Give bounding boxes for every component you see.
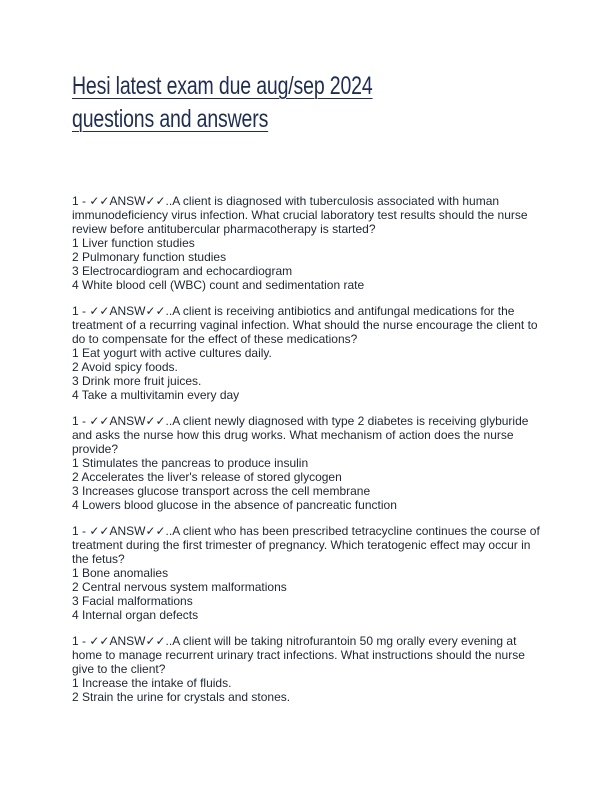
question-stem-line: provide? <box>72 442 119 456</box>
question-block <box>72 194 544 292</box>
answer-option: 4 Take a multivitamin every day <box>72 388 240 402</box>
document-title: Hesi latest exam due aug/sep 2024 questions and answers <box>72 72 373 133</box>
question-stem-line: home to manage recurrent urinary tract infections. What instructions should the nurse <box>72 648 525 662</box>
answer-option: 1 Liver function studies <box>72 236 195 250</box>
question-stem-line: immunodeficiency virus infection. What crucial laboratory test results should the nurse <box>72 208 528 222</box>
question-stem-line: give to the client? <box>72 662 166 676</box>
answer-option: 2 Avoid spicy foods. <box>72 360 178 374</box>
question-stem-line: the fetus? <box>72 552 125 566</box>
answer-option: 2 Strain the urine for crystals and stones. <box>72 690 291 704</box>
answer-option: 3 Drink more fruit juices. <box>72 374 202 388</box>
question-stem-line: review before antitubercular pharmacotherapy is started? <box>72 222 376 236</box>
question-stem-line: 1 - ✓✓ANSW✓✓..A client is receiving antibiotics and antifungal medications for the <box>72 304 515 318</box>
question-stem-line: 1 - ✓✓ANSW✓✓..A client newly diagnosed with type 2 diabetes is receiving glyburide <box>72 414 529 428</box>
answer-option: 3 Facial malformations <box>72 594 193 608</box>
question-list <box>72 194 544 716</box>
question-stem-line: 1 - ✓✓ANSW✓✓..A client is diagnosed with tuberculosis associated with human <box>72 194 500 208</box>
answer-option: 2 Central nervous system malformations <box>72 580 287 594</box>
question-stem-line: treatment during the first trimester of pregnancy. Which teratogenic effect may occur in <box>72 538 531 552</box>
answer-option: 1 Bone anomalies <box>72 566 169 580</box>
answer-option: 2 Pulmonary function studies <box>72 250 227 264</box>
answer-option: 4 White blood cell (WBC) count and sedimentation rate <box>72 278 365 292</box>
question-block <box>72 304 544 402</box>
answer-option: 3 Increases glucose transport across the cell membrane <box>72 484 371 498</box>
question-stem-line: 1 - ✓✓ANSW✓✓..A client will be taking nitrofurantoin 50 mg orally every evening at <box>72 634 517 648</box>
answer-option: 1 Eat yogurt with active cultures daily. <box>72 346 272 360</box>
question-block <box>72 414 544 512</box>
question-block <box>72 634 544 704</box>
answer-option: 2 Accelerates the liver's release of stored glycogen <box>72 470 342 484</box>
answer-option: 3 Electrocardiogram and echocardiogram <box>72 264 293 278</box>
question-stem-line: 1 - ✓✓ANSW✓✓..A client who has been prescribed tetracycline continues the course of <box>72 524 540 538</box>
answer-option: 1 Increase the intake of fluids. <box>72 676 232 690</box>
question-stem-line: and asks the nurse how this drug works. What mechanism of action does the nurse <box>72 428 514 442</box>
question-stem-line: treatment of a recurring vaginal infection. What should the nurse encourage the client to <box>72 318 538 332</box>
question-block <box>72 524 544 622</box>
answer-option: 4 Internal organ defects <box>72 608 199 622</box>
answer-option: 1 Stimulates the pancreas to produce insulin <box>72 456 309 470</box>
answer-option: 4 Lowers blood glucose in the absence of pancreatic function <box>72 498 397 512</box>
question-stem-line: do to compensate for the effect of these medications? <box>72 332 358 346</box>
